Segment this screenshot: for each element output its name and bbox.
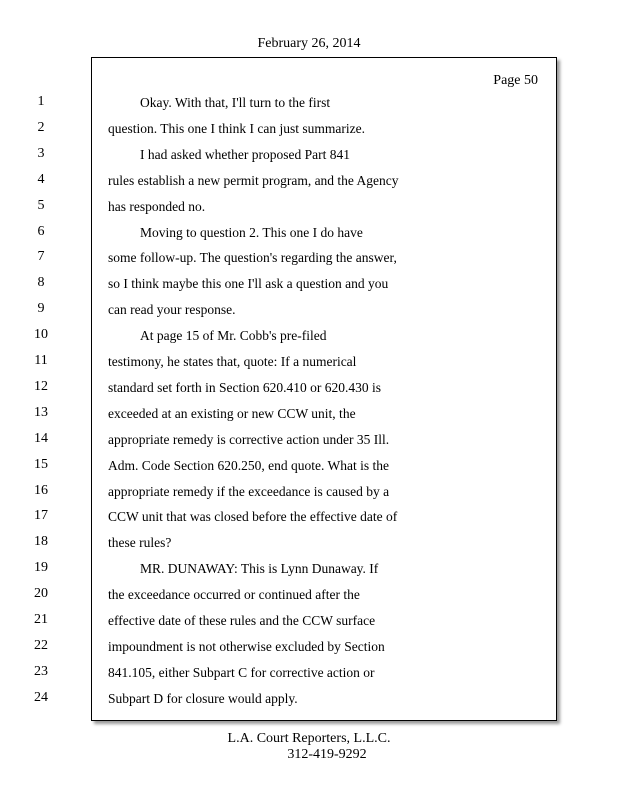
line-text: the exceedance occurred or continued after the: [108, 587, 360, 602]
line-text: 841.105, either Subpart C for corrective action or: [108, 665, 375, 680]
line-number: 12: [34, 379, 48, 394]
line-number: 3: [37, 146, 45, 161]
line-number: 1: [37, 94, 45, 109]
page-number: Page 50: [493, 73, 538, 88]
footer-phone: 312-419-9292: [287, 747, 367, 762]
line-number: 20: [34, 586, 48, 601]
line-number: 13: [34, 405, 48, 420]
line-text: testimony, he states that, quote: If a numerical: [108, 354, 357, 369]
line-number: 21: [34, 612, 48, 627]
line-text: appropriate remedy is corrective action under 35 Ill.: [108, 432, 390, 447]
line-number: 15: [34, 457, 48, 472]
line-number: 7: [37, 249, 45, 264]
line-text: I had asked whether proposed Part 841: [140, 147, 350, 162]
line-text: Subpart D for closure would apply.: [108, 691, 298, 706]
line-text: CCW unit that was closed before the effective date of: [108, 509, 398, 524]
line-number: 22: [34, 638, 48, 653]
line-text: impoundment is not otherwise excluded by Section: [108, 639, 385, 654]
line-number: 2: [37, 120, 45, 135]
line-text: can read your response.: [108, 302, 236, 317]
header-date: February 26, 2014: [257, 36, 361, 51]
line-number: 24: [34, 690, 48, 705]
line-text: At page 15 of Mr. Cobb's pre-filed: [140, 328, 327, 343]
line-number: 9: [37, 301, 45, 316]
line-text: Okay. With that, I'll turn to the first: [140, 95, 331, 110]
footer: [0, 731, 618, 763]
line-text: rules establish a new permit program, and the Agency: [108, 173, 399, 188]
line-number: 6: [37, 224, 45, 239]
footer-company: L.A. Court Reporters, L.L.C.: [227, 731, 391, 746]
line-text: exceeded at an existing or new CCW unit, the: [108, 406, 356, 421]
line-number: 16: [34, 483, 48, 498]
line-text: so I think maybe this one I'll ask a question and you: [108, 276, 389, 291]
line-text: some follow-up. The question's regarding the answer,: [108, 250, 397, 265]
line-number: 18: [34, 534, 48, 549]
line-number: 11: [34, 353, 48, 368]
line-number: 4: [37, 172, 45, 187]
line-text: question. This one I think I can just summarize.: [108, 121, 365, 136]
line-number: 17: [34, 508, 48, 523]
line-number: 14: [34, 431, 48, 446]
line-text: has responded no.: [108, 199, 206, 214]
line-number: 23: [34, 664, 48, 679]
line-number: 8: [37, 275, 45, 290]
line-text: these rules?: [108, 535, 172, 550]
line-text: Moving to question 2. This one I do have: [140, 225, 363, 240]
line-text: effective date of these rules and the CCW surface: [108, 613, 376, 628]
line-number: 5: [37, 198, 45, 213]
line-text: MR. DUNAWAY: This is Lynn Dunaway. If: [140, 561, 379, 576]
line-text: Adm. Code Section 620.250, end quote. What is the: [108, 458, 389, 473]
line-number: 19: [34, 560, 48, 575]
line-text: standard set forth in Section 620.410 or 620.430 is: [108, 380, 381, 395]
line-text: appropriate remedy if the exceedance is caused by a: [108, 484, 390, 499]
line-number: 10: [34, 327, 48, 342]
